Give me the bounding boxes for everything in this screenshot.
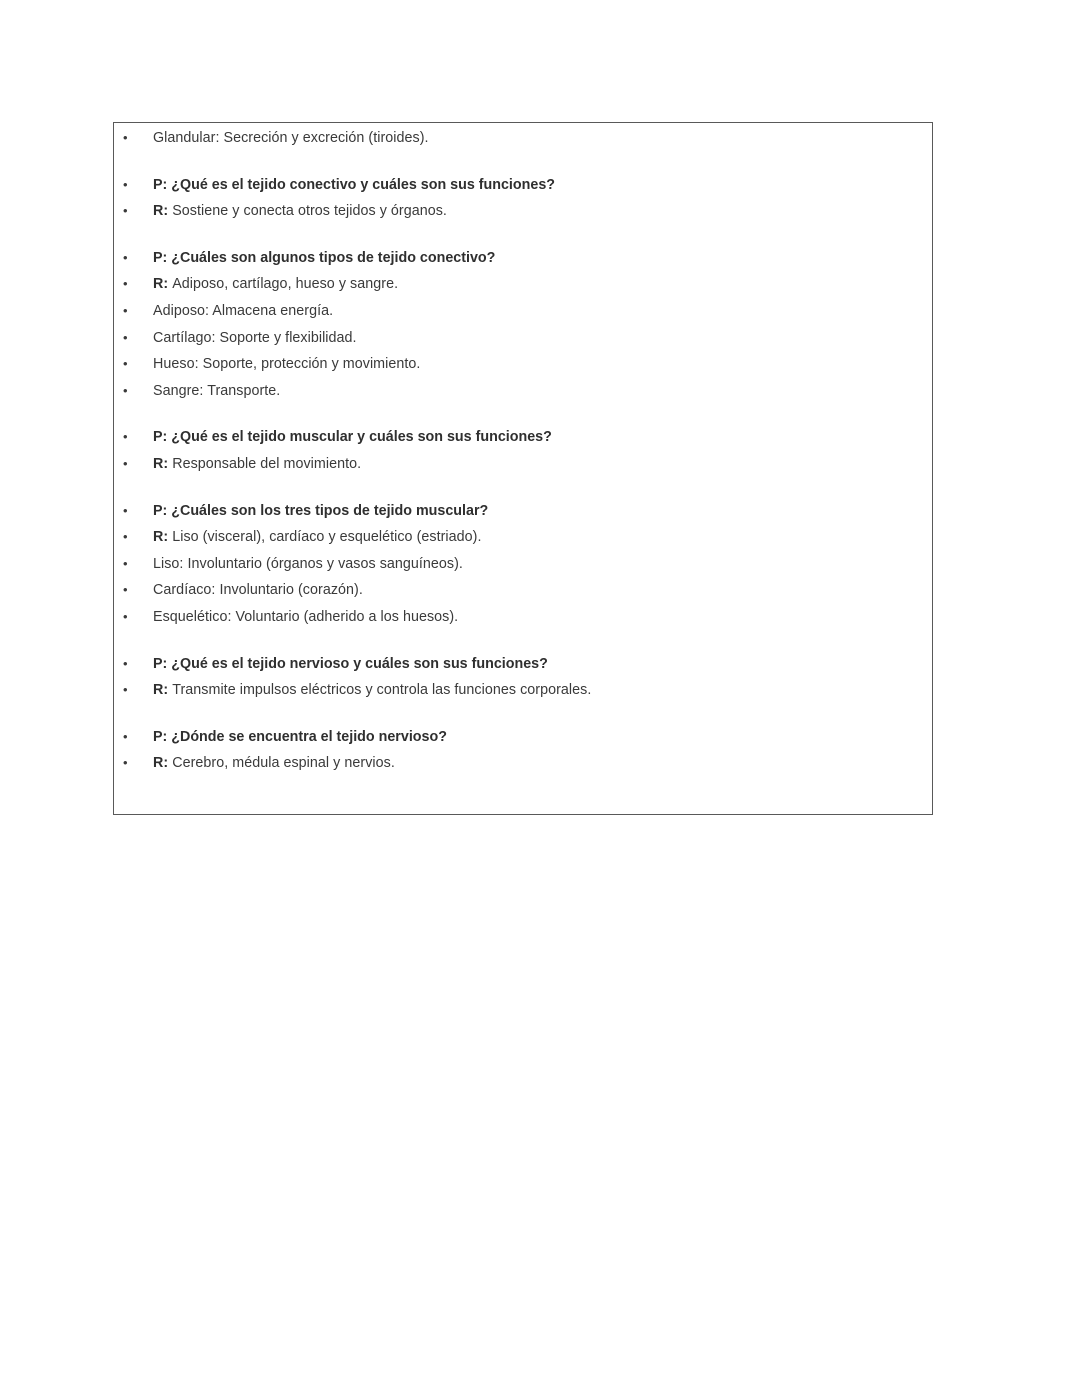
- bullet-point-icon: •: [123, 302, 128, 318]
- list-item-text: [153, 529, 481, 545]
- bullet-point-icon: •: [123, 203, 128, 219]
- list-item: [114, 325, 932, 352]
- list-item-text: Hueso: Soporte, protección y movimiento.: [153, 356, 421, 373]
- bullet-point-icon: •: [123, 555, 128, 571]
- list-item: [114, 577, 932, 604]
- bullet-point-icon: •: [123, 529, 128, 545]
- list-item-text: Cartílago: Soporte y flexibilidad.: [153, 329, 357, 346]
- list-item: [114, 651, 932, 678]
- bullet-point-icon: •: [123, 329, 128, 345]
- answer-body: Transmite impulsos eléctricos y controla las funciones corporales.: [172, 682, 592, 699]
- bullet-point-icon: •: [123, 249, 128, 265]
- bullet-point-icon: •: [123, 130, 128, 145]
- bullet-point-icon: •: [123, 608, 128, 624]
- list-item: [114, 172, 932, 199]
- list-item: [114, 498, 932, 525]
- list-item: [114, 198, 932, 225]
- list-item: [114, 351, 932, 378]
- qa-bullet-list: [114, 125, 932, 777]
- content-box: [113, 122, 933, 815]
- list-item: [114, 271, 932, 298]
- list-item: [114, 551, 932, 578]
- list-item-text: P: ¿Cuáles son los tres tipos de tejido muscular?: [153, 502, 489, 519]
- list-item: [114, 451, 932, 478]
- bullet-point-icon: •: [123, 655, 128, 671]
- answer-prefix: R:: [153, 682, 169, 699]
- bullet-point-icon: •: [123, 728, 128, 744]
- bullet-point-icon: •: [123, 276, 128, 292]
- list-item-text: P: ¿Dónde se encuentra el tejido nervioso?: [153, 728, 447, 745]
- list-item: [114, 245, 932, 272]
- list-item-text: [153, 203, 447, 219]
- bullet-point-icon: •: [123, 429, 128, 445]
- answer-prefix: R:: [153, 529, 169, 546]
- list-item: [114, 750, 932, 777]
- bullet-point-icon: •: [123, 356, 128, 372]
- list-item: [114, 677, 932, 704]
- answer-body: Adiposo, cartílago, hueso y sangre.: [172, 276, 399, 293]
- list-item: [114, 604, 932, 631]
- bullet-point-icon: •: [123, 502, 128, 518]
- list-item-text: P: ¿Qué es el tejido muscular y cuáles son sus funciones?: [153, 429, 552, 446]
- bullet-point-icon: •: [123, 682, 128, 698]
- answer-prefix: R:: [153, 755, 169, 772]
- list-item-text: [153, 682, 591, 698]
- list-item: [114, 298, 932, 325]
- answer-body: Liso (visceral), cardíaco y esquelético (estriado).: [172, 529, 482, 546]
- list-item-text: Sangre: Transporte.: [153, 382, 281, 399]
- list-item-text: Cardíaco: Involuntario (corazón).: [153, 582, 363, 599]
- list-item-text: Esquelético: Voluntario (adherido a los huesos).: [153, 608, 459, 625]
- answer-body: Cerebro, médula espinal y nervios.: [172, 755, 395, 772]
- bullet-point-icon: •: [123, 755, 128, 771]
- list-item: [114, 524, 932, 551]
- answer-prefix: R:: [153, 203, 169, 220]
- answer-body: Responsable del movimiento.: [172, 455, 362, 472]
- list-item-text: Glandular: Secreción y excreción (tiroides).: [153, 130, 429, 146]
- list-item: [114, 378, 932, 405]
- list-item-text: P: ¿Cuáles son algunos tipos de tejido conectivo?: [153, 249, 496, 266]
- list-item-text: Adiposo: Almacena energía.: [153, 302, 334, 319]
- list-item: [114, 724, 932, 751]
- answer-prefix: R:: [153, 455, 169, 472]
- list-item-text: [153, 755, 395, 771]
- list-item-text: Liso: Involuntario (órganos y vasos sanguíneos).: [153, 555, 463, 572]
- list-item-text: [153, 276, 398, 292]
- list-item: [114, 125, 932, 152]
- list-item-text: [153, 456, 361, 472]
- answer-body: Sostiene y conecta otros tejidos y órganos.: [172, 203, 447, 220]
- bullet-point-icon: •: [123, 382, 128, 398]
- list-item: [114, 424, 932, 451]
- bullet-point-icon: •: [123, 176, 128, 192]
- bullet-point-icon: •: [123, 455, 128, 471]
- answer-prefix: R:: [153, 276, 169, 293]
- bullet-point-icon: •: [123, 582, 128, 598]
- list-item-text: P: ¿Qué es el tejido nervioso y cuáles son sus funciones?: [153, 655, 548, 672]
- list-item-text: P: ¿Qué es el tejido conectivo y cuáles son sus funciones?: [153, 176, 556, 193]
